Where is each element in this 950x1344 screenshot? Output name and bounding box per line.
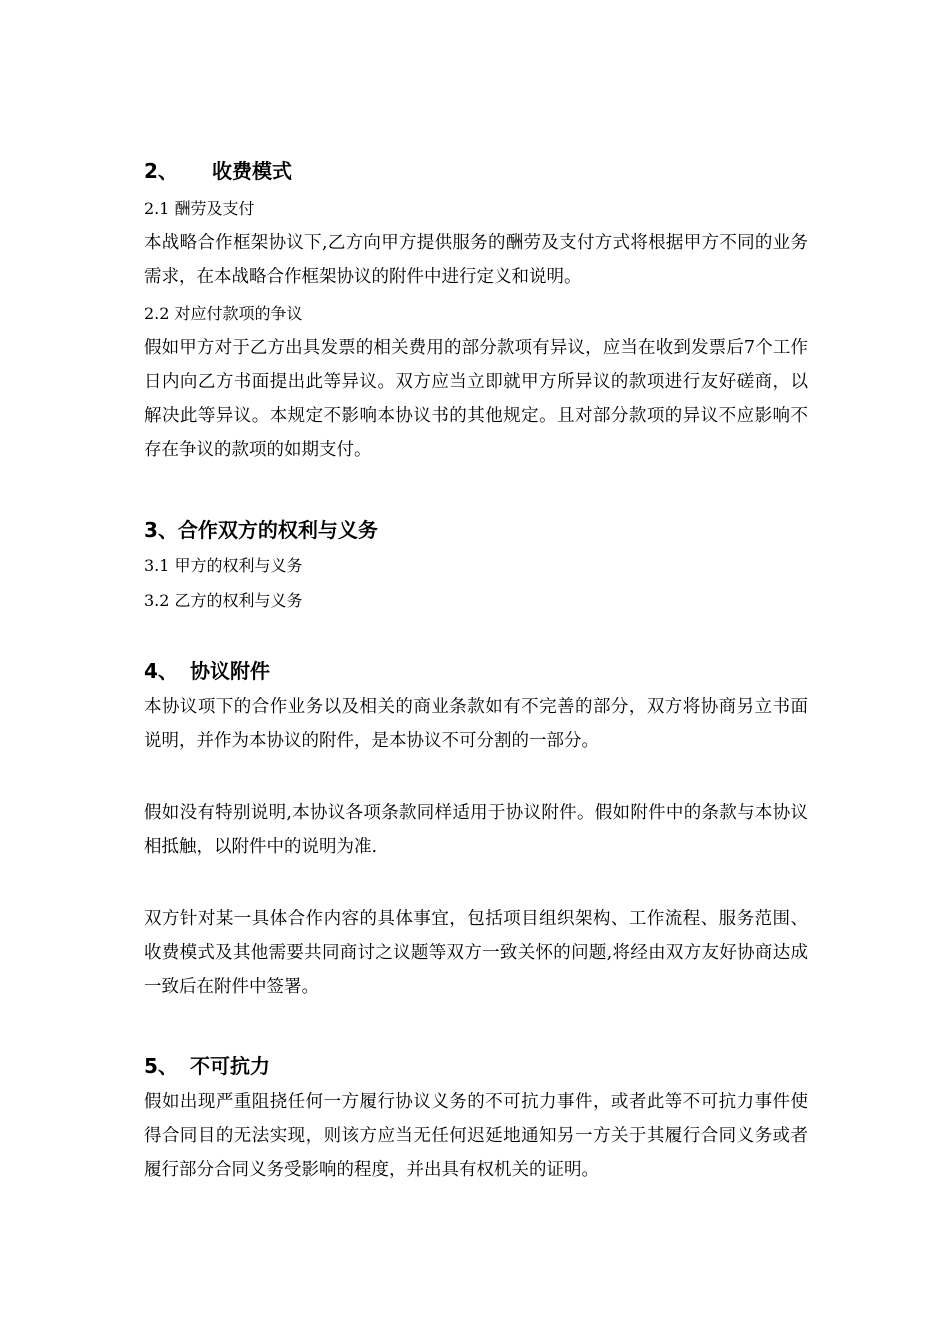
section-2-1-paragraph: 本战略合作框架协议下,乙方向甲方提供服务的酬劳及支付方式将根据甲方不同的业务需求，在本战略合作框架协议的附件中进行定义和说明。 <box>144 233 808 287</box>
section-5-title: 不可抗力 <box>190 1054 270 1078</box>
section-4-title: 协议附件 <box>190 659 270 683</box>
section-2-2-paragraph: 假如甲方对于乙方出具发票的相关费用的部分款项有异议，应当在收到发票后7个工作日内向乙方书面提出此等异议。双方应当立即就甲方所异议的款项进行友好磋商，以解决此等异议。本规定不影响本协议书的其他规定。且对部分款项的异议不应影响不存在争议的款项的如期支付。 <box>144 338 808 460</box>
section-2-1-subheading: 2.1 酬劳及支付 <box>144 199 255 218</box>
section-4-heading <box>144 657 270 685</box>
section-2-2-subheading: 2.2 对应付款项的争议 <box>144 304 303 323</box>
section-3-heading: 3、合作双方的权利与义务 <box>144 518 378 542</box>
section-5-paragraph: 假如出现严重阻挠任何一方履行协议义务的不可抗力事件，或者此等不可抗力事件使得合同目的无法实现，则该方应当无任何迟延地通知另一方关于其履行合同义务或者履行部分合同义务受影响的程度，并出具有权机关的证明。 <box>144 1092 808 1180</box>
section-4-paragraph-1: 本协议项下的合作业务以及相关的商业条款如有不完善的部分，双方将协商另立书面说明，并作为本协议的附件，是本协议不可分割的一部分。 <box>144 697 808 751</box>
section-3-2-subheading: 3.2 乙方的权利与义务 <box>144 591 303 610</box>
section-3-1-subheading: 3.1 甲方的权利与义务 <box>144 556 303 575</box>
section-4-paragraph-3: 双方针对某一具体合作内容的具体事宜，包括项目组织架构、工作流程、服务范围、收费模式及其他需要共同商讨之议题等双方一致关怀的问题,将经由双方友好协商达成一致后在附件中签署。 <box>144 909 808 997</box>
section-2-title: 收费模式 <box>212 159 292 183</box>
section-5-heading <box>144 1052 270 1080</box>
section-2-number: 2、 <box>144 159 178 183</box>
section-5-number: 5、 <box>144 1054 178 1078</box>
section-4-number: 4、 <box>144 659 178 683</box>
section-4-paragraph-2: 假如没有特别说明,本协议各项条款同样适用于协议附件。假如附件中的条款与本协议相抵触，以附件中的说明为准. <box>144 803 808 857</box>
section-2-heading <box>144 157 292 185</box>
